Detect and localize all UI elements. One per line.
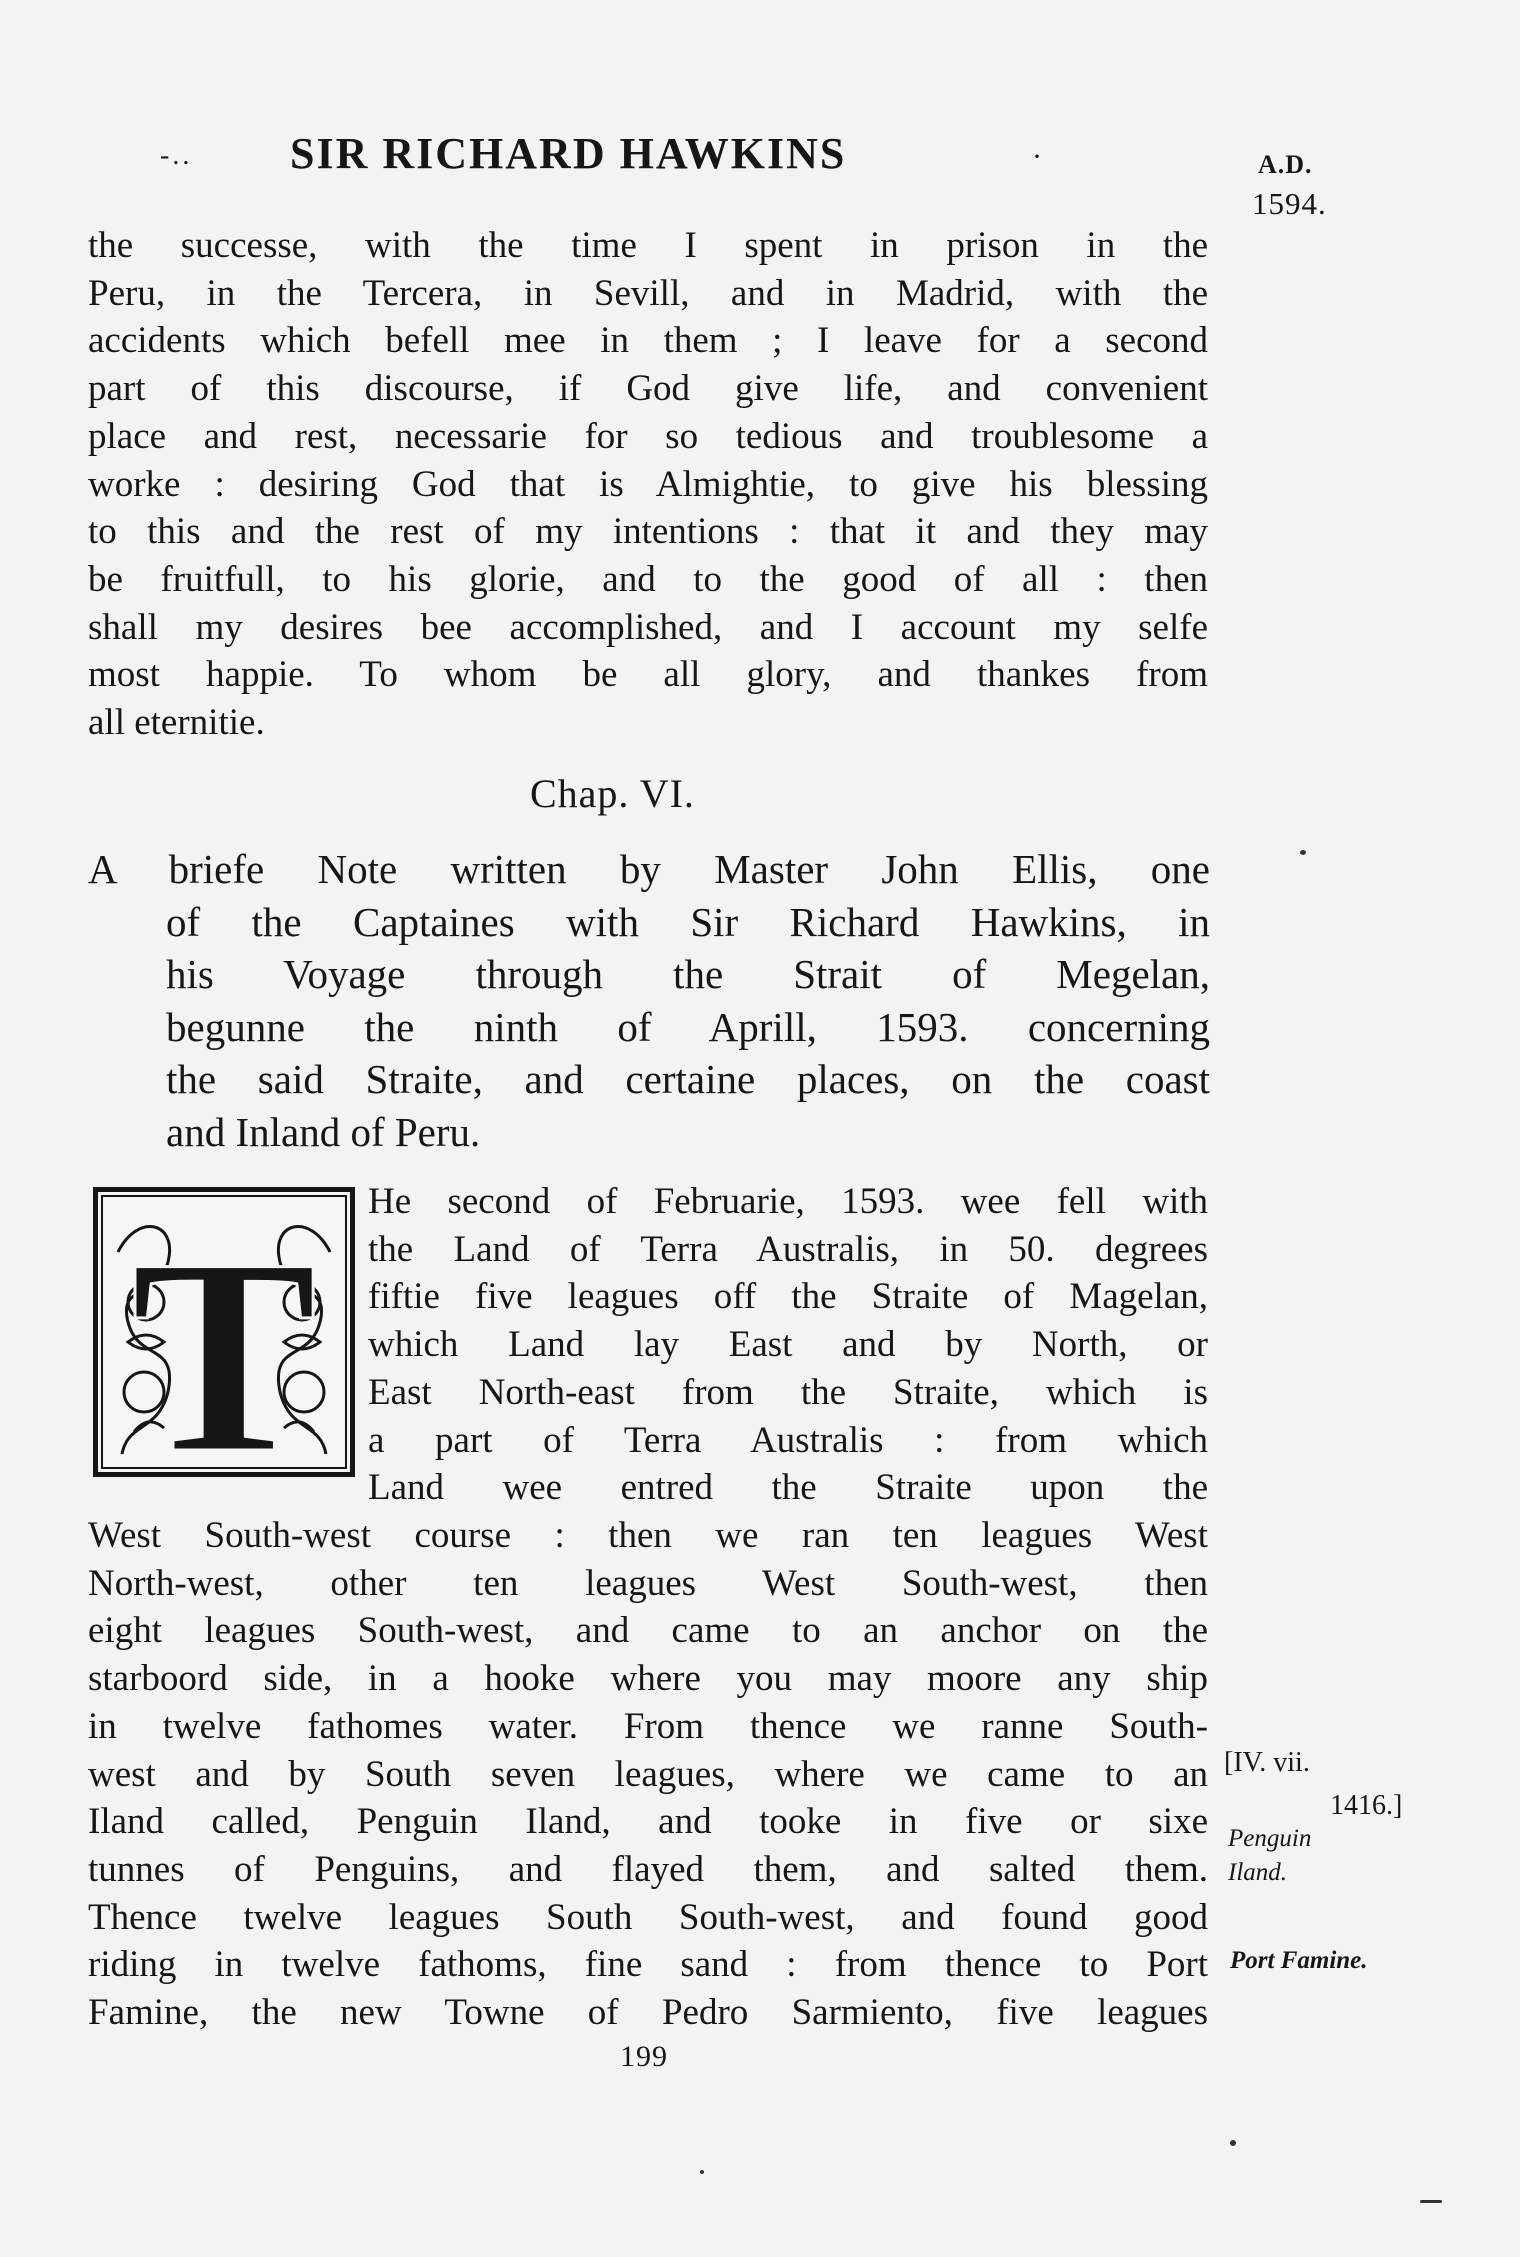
ornamental-drop-cap (93, 1187, 355, 1477)
title-line: the said Straite, and certaine places, on the coast (166, 1056, 1210, 1102)
text-line: be fruitfull, to his glorie, and to the good of all : then (88, 558, 1208, 600)
margin-note-penguin-iland (1228, 1822, 1348, 1890)
text-line: starboord side, in a hooke where you may moore any ship (88, 1658, 1208, 1700)
chapter-title-block (88, 843, 1210, 1158)
title-line: his Voyage through the Strait of Megelan, (166, 951, 1210, 997)
drop-cap-ornament-icon (98, 1192, 350, 1472)
text-line: accidents which befell mee in them ; I leave for a second (88, 320, 1208, 362)
text-line: all eternitie. (88, 702, 265, 744)
text-line: west and by South seven leagues, where we came to an (88, 1753, 1208, 1795)
text-line: worke : desiring God that is Almightie, to give his blessing (88, 463, 1208, 505)
margin-year: 1594. (1252, 186, 1327, 221)
text-line: in twelve fathomes water. From thence we ranne South- (88, 1705, 1208, 1747)
paragraph-voyage-opening (368, 1178, 1208, 1512)
text-line: Peru, in the Tercera, in Sevill, and in Madrid, with the (88, 272, 1208, 314)
paragraph-conclusion (88, 222, 1208, 747)
margin-note-port-famine: Port Famine. (1230, 1947, 1368, 1974)
running-header-title: SIR RICHARD HAWKINS (290, 129, 847, 178)
text-line: the Land of Terra Australis, in 50. degrees (368, 1228, 1208, 1270)
print-speck (1420, 2200, 1442, 2203)
print-speck (1300, 850, 1306, 855)
margin-reference-volume: [IV. vii. (1224, 1747, 1310, 1778)
text-line: North-west, other ten leagues West South-west, then (88, 1562, 1208, 1604)
print-speck (1230, 2140, 1236, 2146)
margin-note-line: Iland. (1228, 1859, 1288, 1886)
text-line: Thence twelve leagues South South-west, and found good (88, 1896, 1208, 1938)
text-line: shall my desires bee accomplished, and I account my selfe (88, 606, 1208, 648)
title-line: begunne the ninth of Aprill, 1593. concerning (166, 1003, 1210, 1050)
text-line: East North-east from the Straite, which is (368, 1371, 1208, 1413)
drop-cap-letter: T (130, 1200, 318, 1472)
text-line: Iland called, Penguin Iland, and tooke in five or sixe (88, 1801, 1208, 1843)
text-line: place and rest, necessarie for so tedious and troublesome a (88, 415, 1208, 457)
title-line: A briefe Note written by Master John Ellis, one (88, 846, 1210, 892)
text-line: Famine, the new Towne of Pedro Sarmiento, five leagues (88, 1992, 1208, 2034)
margin-year-label: A.D. (1258, 150, 1313, 179)
margin-reference-page: 1416.] (1330, 1790, 1403, 1821)
text-line: He second of Februarie, 1593. wee fell with (368, 1181, 1208, 1222)
text-line: most happie. To whom be all glory, and thankes from (88, 654, 1208, 696)
chapter-heading: Chap. VI. (530, 771, 695, 816)
text-line: a part of Terra Australis : from which (368, 1419, 1208, 1461)
text-line: to this and the rest of my intentions : that it and they may (88, 511, 1208, 553)
paragraph-voyage-continued (88, 1512, 1208, 2037)
page-number: 199 (620, 2040, 668, 2073)
header-ornament-left: -.. (160, 140, 193, 171)
text-line: fiftie five leagues off the Straite of Magelan, (368, 1276, 1208, 1318)
text-line: eight leagues South-west, and came to an anchor on the (88, 1610, 1208, 1652)
text-line: Land wee entred the Straite upon the (368, 1467, 1208, 1509)
title-line: and Inland of Peru. (166, 1108, 481, 1155)
print-speck (700, 2170, 704, 2174)
text-line: riding in twelve fathoms, fine sand : from thence to Port (88, 1944, 1208, 1986)
text-line: part of this discourse, if God give life, and convenient (88, 368, 1208, 410)
text-line: which Land lay East and by North, or (368, 1324, 1208, 1366)
header-ornament-right: · (1032, 140, 1042, 173)
margin-note-line: Penguin (1228, 1825, 1312, 1852)
text-line: West South-west course : then we ran ten leagues West (88, 1515, 1208, 1556)
text-line: the successe, with the time I spent in prison in the (88, 225, 1208, 266)
title-line: of the Captaines with Sir Richard Hawkins, in (166, 898, 1210, 945)
text-line: tunnes of Penguins, and flayed them, and salted them. (88, 1848, 1208, 1890)
